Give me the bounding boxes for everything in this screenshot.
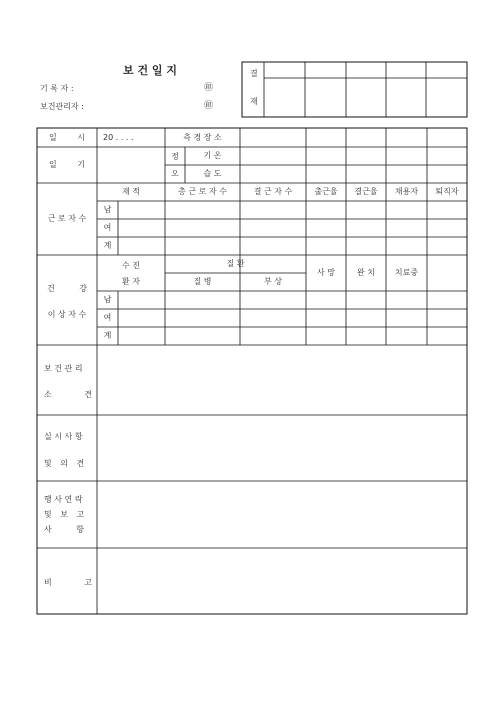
action-label-1: 실 시 사 항 [44,432,83,441]
workers-header-absence-rate: 결근율 [354,187,378,196]
workers-header-absent: 결 근 자 수 [253,187,293,196]
remarks-label: 비 고 [44,578,92,587]
workers-header-enrolled: 재 적 [122,187,140,196]
page-title: 보 건 일 지 [123,64,177,77]
date-label: 일 시 [49,133,85,142]
health-cured-header: 완 치 [357,268,375,277]
workers-row-female: 여 [103,223,112,232]
temperature-label: 기 온 [203,151,222,160]
health-row-female: 여 [103,313,112,322]
weather-label: 일 기 [49,160,85,169]
health-treating-header: 치료중 [394,268,419,277]
opinion-label-1: 보 건 관 리 [44,364,83,373]
health-death-header: 사 망 [317,268,335,277]
workers-row-male: 남 [103,205,112,214]
health-label-2: 이 상 자 수 [47,310,87,319]
health-disease-header: 질 병 [193,277,212,286]
health-label-1: 건 강 [47,284,87,293]
health-row-male: 남 [103,295,112,304]
health-checked-2: 환 자 [122,277,140,286]
opinion-label-2: 소 견 [44,390,92,399]
report-label-1: 행 사 연 락 [44,495,83,504]
manager-label: 보건관리자 : [40,102,84,111]
health-checked-1: 수 진 [122,261,140,270]
action-label-2: 및 의 견 [44,459,85,468]
humidity-label: 습 도 [203,169,222,178]
workers-header-retired: 퇴직자 [435,187,459,196]
approval-label-top: 결 [250,69,258,78]
health-injury-header: 부 상 [264,277,282,286]
report-label-3: 사 항 [44,525,84,534]
approval-label-bottom: 재 [250,97,258,106]
workers-label: 근 로 자 수 [47,214,87,223]
workers-header-total: 총 근 로 자 수 [178,187,227,196]
workers-header-hired: 채용자 [394,187,419,196]
workers-row-total: 계 [103,241,112,250]
workers-header-attendance-rate: 출근율 [314,187,338,196]
location-label: 측 경 장 소 [183,133,222,142]
outdoor-label: 오 [171,169,179,178]
recorder-label: 기 록 자 : [40,84,74,93]
indoor-label: 정 [171,152,179,161]
health-illness-header: 질 환 [226,259,245,268]
report-label-2: 및 보 고 [44,510,85,519]
recorder-seal: ㊞ [204,83,214,93]
health-row-total: 계 [103,331,112,340]
date-value: 20 . . . . [103,133,134,142]
manager-seal: ㊞ [204,101,214,111]
